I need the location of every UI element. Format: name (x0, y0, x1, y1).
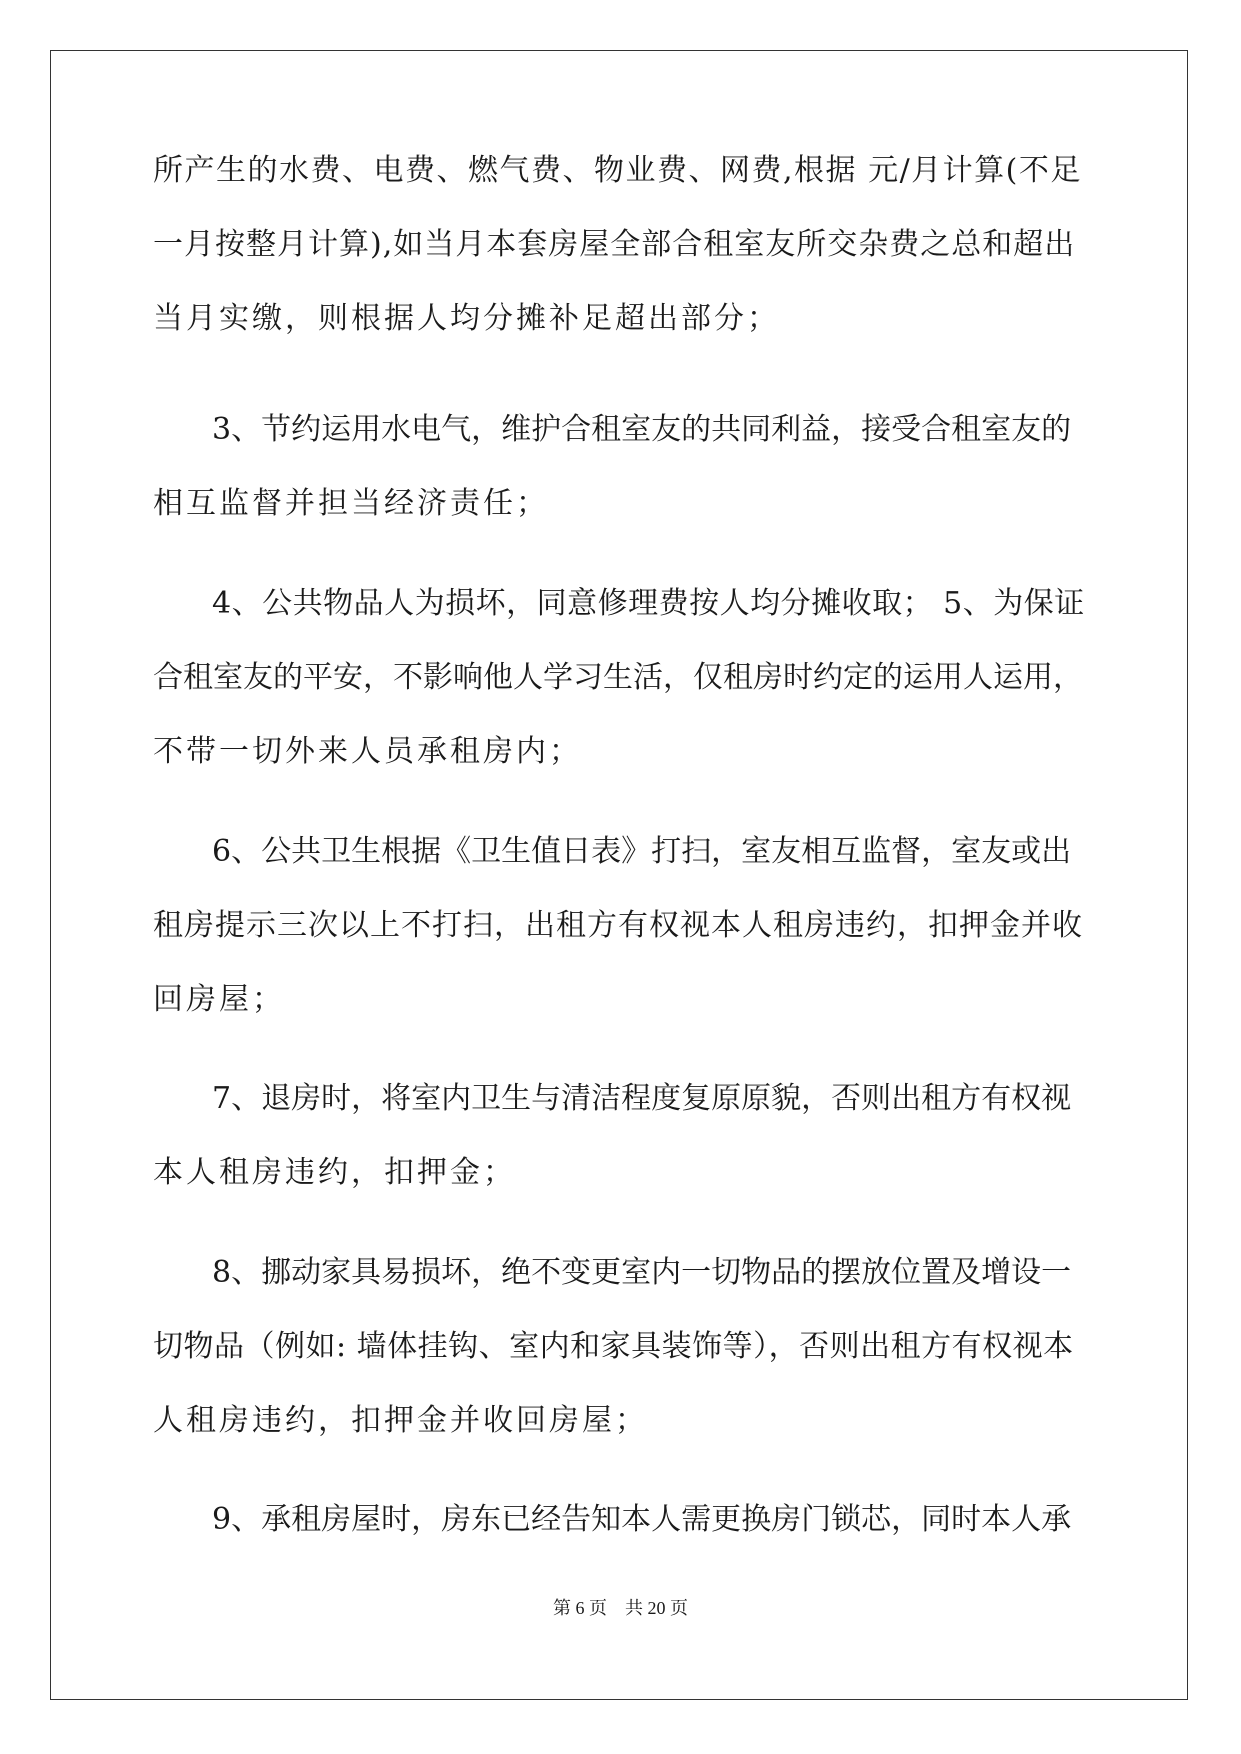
text-line: 相互监督并担当经济责任； (153, 486, 549, 521)
text-line: 切物品（例如: 墙体挂钩、室内和家具装饰等），否则出租方有权视本 (153, 1329, 1074, 1364)
text-line: 3、节约运用水电气，维护合租室友的共同利益，接受合租室友的 (212, 412, 1072, 447)
text-line: 当月实缴，则根据人均分摊补足超出部分； (153, 301, 780, 336)
page-number-footer: 第 6 页 共 20 页 (553, 1598, 688, 1618)
text-line: 9、承租房屋时，房东已经告知本人需更换房门锁芯，同时本人承 (212, 1502, 1072, 1537)
text-line: 7、退房时，将室内卫生与清洁程度复原原貌，否则出租方有权视 (212, 1081, 1072, 1116)
text-line: 本人租房违约，扣押金； (153, 1155, 516, 1190)
text-line: 一月按整月计算),如当月本套房屋全部合租室友所交杂费之总和超出 (153, 227, 1076, 262)
text-line: 4、公共物品人为损坏，同意修理费按人均分摊收取； 5、为保证 (212, 586, 1085, 621)
text-line: 所产生的水费、电费、燃气费、物业费、网费,根据 元/月计算(不足 (153, 153, 1082, 188)
page-border (50, 50, 1188, 1700)
text-line: 8、挪动家具易损坏，绝不变更室内一切物品的摆放位置及增设一 (212, 1255, 1072, 1290)
text-line: 租房提示三次以上不打扫，出租方有权视本人租房违约，扣押金并收 (153, 908, 1083, 943)
text-line: 人租房违约，扣押金并收回房屋； (153, 1403, 648, 1438)
text-line: 6、公共卫生根据《卫生值日表》打扫，室友相互监督，室友或出 (212, 834, 1072, 869)
text-line: 不带一切外来人员承租房内； (153, 734, 582, 769)
text-line: 回房屋； (153, 982, 285, 1017)
text-line: 合租室友的平安，不影响他人学习生活，仅租房时约定的运用人运用， (153, 660, 1083, 695)
